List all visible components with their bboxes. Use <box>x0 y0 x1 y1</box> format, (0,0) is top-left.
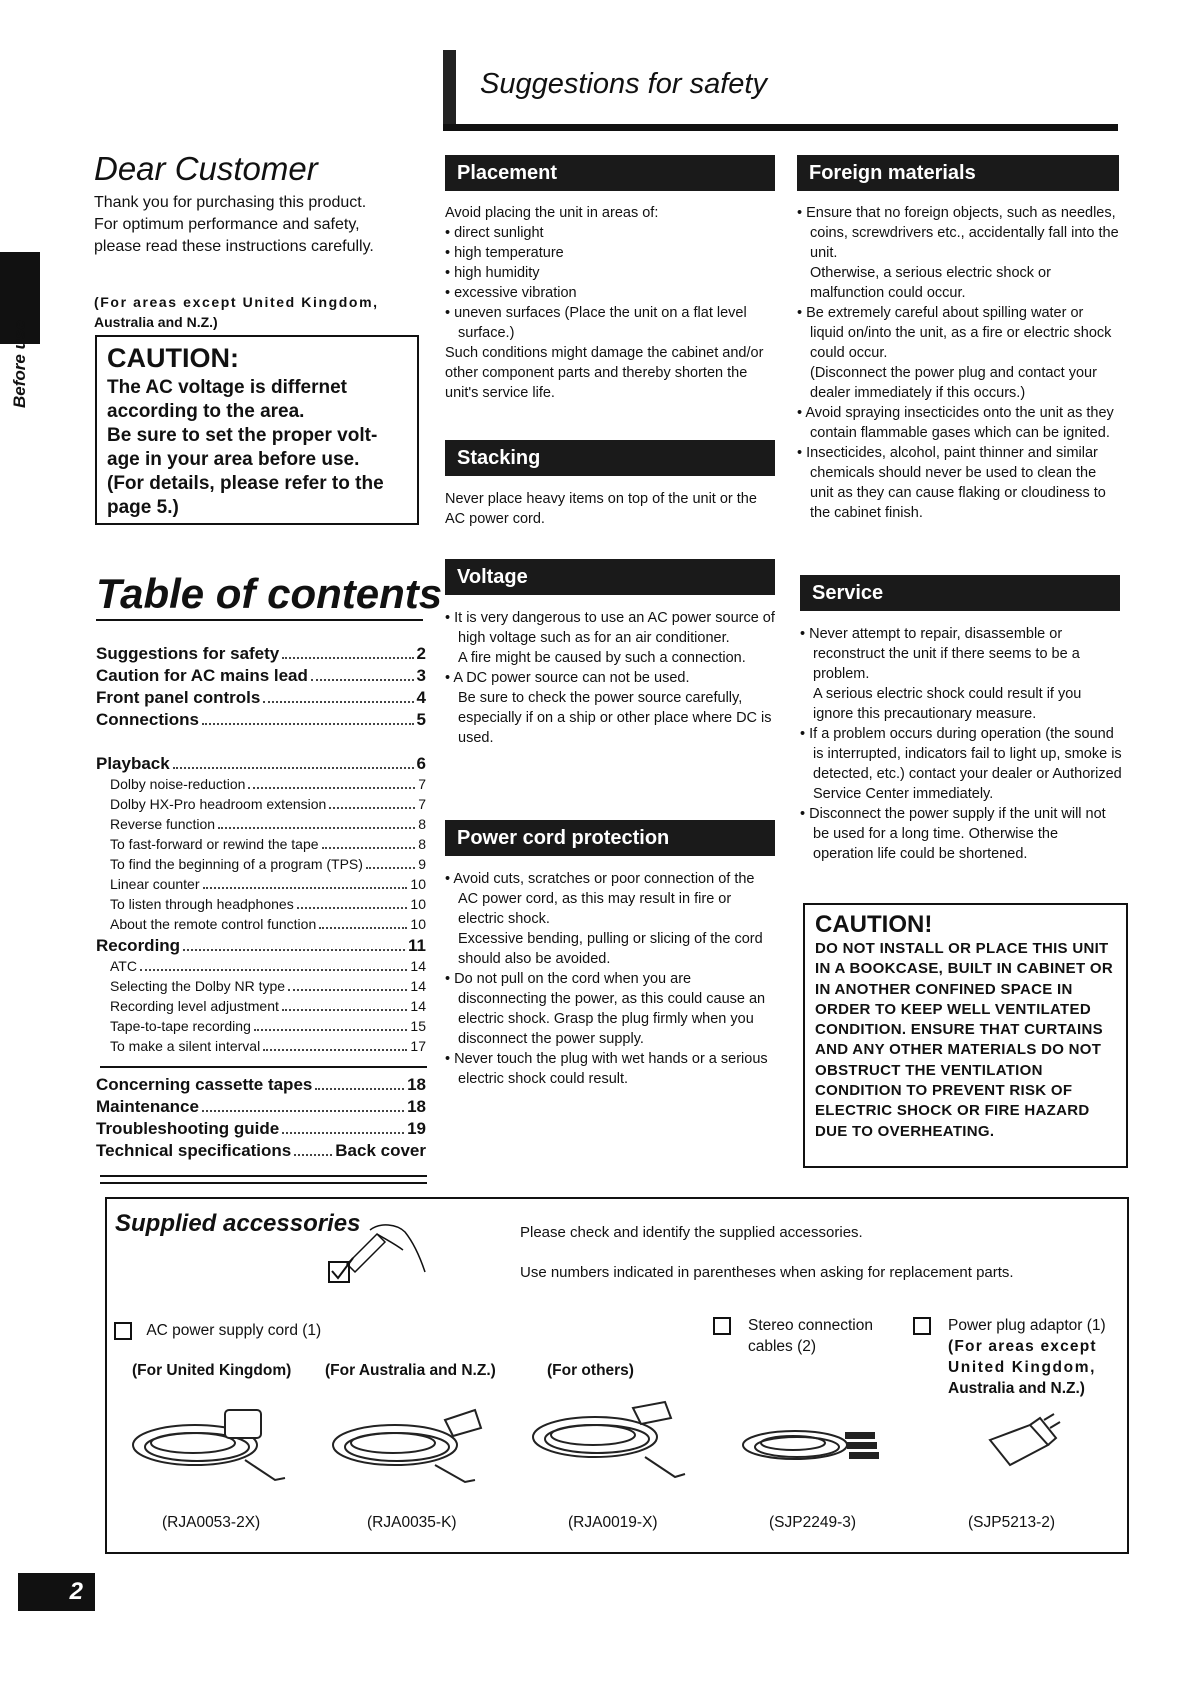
toc-entry-page: 5 <box>416 710 426 729</box>
power-cord-section <box>445 869 775 1089</box>
part-number: (RJA0035-K) <box>367 1514 457 1531</box>
service-heading: Service <box>800 575 1120 611</box>
toc-entry-label: Maintenance <box>96 1097 199 1116</box>
toc-entry-page: 15 <box>410 1018 426 1034</box>
power-cord-bullet: • Never touch the plug with wet hands or a serious electric shock could result. <box>445 1051 768 1087</box>
stereo-cable-icon <box>735 1410 895 1485</box>
toc-entry <box>96 1097 426 1119</box>
adaptor-label: (For areas except <box>948 1338 1097 1355</box>
checkbox[interactable] <box>713 1317 731 1335</box>
toc-entry-page: 14 <box>410 998 426 1014</box>
placement-intro: Avoid placing the unit in areas of: <box>445 205 659 221</box>
toc-leader-dots <box>288 989 407 991</box>
toc-entry-page: 10 <box>410 896 426 912</box>
service-bullet: • Disconnect the power supply if the unit will not be used for a long time. Otherwise the operation life could be shortened. <box>800 806 1106 862</box>
voltage-bullet: • A DC power source can not be used. <box>445 670 690 686</box>
caution-title: CAUTION! <box>815 911 933 938</box>
toc-entry <box>96 896 426 916</box>
toc-divider <box>100 1066 427 1068</box>
toc-entry <box>96 916 426 936</box>
toc-leader-dots <box>297 907 408 909</box>
stereo-cable-item <box>713 1315 893 1357</box>
toc-leader-dots <box>294 1154 332 1156</box>
toc-entry-label: Troubleshooting guide <box>96 1119 280 1138</box>
toc-entry-label: Tape-to-tape recording <box>110 1018 251 1034</box>
toc-entry-page: 4 <box>416 688 426 707</box>
toc-entry <box>96 1119 426 1141</box>
toc-entry-label: Dolby HX-Pro headroom extension <box>110 796 327 812</box>
toc-entry-page: 7 <box>418 776 426 792</box>
toc-entry-label: ATC <box>110 958 137 974</box>
toc-entry-page: 7 <box>418 796 426 812</box>
page-title: Suggestions for safety <box>480 68 767 100</box>
toc-rule <box>96 619 423 621</box>
uk-power-cord-icon <box>125 1400 295 1490</box>
toc-entry-page: 14 <box>410 978 426 994</box>
accessories-note-1: Please check and identify the supplied accessories. <box>520 1224 863 1241</box>
toc-entry <box>96 644 426 666</box>
toc-entry-page: 6 <box>416 754 426 773</box>
toc-leader-dots <box>282 657 413 659</box>
ac-cord-label: AC power supply cord (1) <box>146 1322 322 1339</box>
toc-entry-label: Concerning cassette tapes <box>96 1075 313 1094</box>
placement-bullet: • high humidity <box>445 265 540 281</box>
toc-group-3 <box>96 1075 426 1163</box>
toc-entry-page: 19 <box>407 1119 426 1138</box>
foreign-bullet: • Insecticides, alcohol, paint thinner and similar chemicals should never be used to clean the unit as they can cause flaking or cloudiness to the cabinet finish. <box>797 445 1106 521</box>
toc-entry-page: 9 <box>418 856 426 872</box>
stereo-label: Stereo connection <box>748 1317 873 1334</box>
placement-bullet: • uneven surfaces (Place the unit on a flat level surface.) <box>445 305 747 341</box>
part-number: (RJA0019-X) <box>568 1514 658 1531</box>
toc-entry <box>96 666 426 688</box>
toc-entry-label: To listen through headphones <box>110 896 294 912</box>
toc-leader-dots <box>248 787 415 789</box>
voltage-bullet: • It is very dangerous to use an AC power source of high voltage such as for an air conditioner. <box>445 610 775 646</box>
ac-cord-item <box>114 1320 321 1341</box>
toc-leader-dots <box>319 927 407 929</box>
header-bar <box>443 50 456 130</box>
plug-adaptor-icon <box>970 1410 1080 1485</box>
toc-entry-page: 18 <box>407 1097 426 1116</box>
service-extra: A serious electric shock could result if you ignore this precautionary measure. <box>813 686 1082 722</box>
toc-entry <box>96 1141 426 1163</box>
foreign-materials-heading: Foreign materials <box>797 155 1119 191</box>
toc-entry <box>96 796 426 816</box>
toc-leader-dots <box>140 969 407 971</box>
toc-leader-dots <box>366 867 415 869</box>
adaptor-item <box>913 1315 1123 1399</box>
pen-check-icon <box>325 1222 435 1297</box>
intro-line: Thank you for purchasing this product. <box>94 194 367 211</box>
service-section <box>800 624 1122 864</box>
toc-bottom-rule <box>100 1175 427 1184</box>
toc-entry-page: 2 <box>416 644 426 663</box>
placement-section <box>445 203 775 403</box>
caution-line: Be sure to set the proper volt- <box>107 425 378 446</box>
caution-box-ventilation <box>803 903 1128 1168</box>
toc-leader-dots <box>282 1009 408 1011</box>
toc-entry <box>96 876 426 896</box>
au-power-cord-icon <box>325 1400 495 1490</box>
toc-entry-label: Front panel controls <box>96 688 261 707</box>
toc-entry-page: 3 <box>416 666 426 685</box>
part-number: (SJP5213-2) <box>968 1514 1056 1531</box>
toc-entry <box>96 936 426 958</box>
foreign-bullet: • Be extremely careful about spilling water or liquid on/into the unit, as a fire or electric shock could occur. <box>797 305 1112 361</box>
caution-box-voltage <box>95 335 419 525</box>
toc-group-1 <box>96 644 426 732</box>
toc-entry-label: Suggestions for safety <box>96 644 280 663</box>
toc-leader-dots <box>203 887 408 889</box>
toc-entry-page: 14 <box>410 958 426 974</box>
toc-entry-page: 8 <box>418 836 426 852</box>
foreign-materials-section <box>797 203 1119 523</box>
toc-leader-dots <box>183 949 405 951</box>
toc-leader-dots <box>322 847 416 849</box>
header-rule <box>443 124 1118 131</box>
region-label: (For Australia and N.Z.) <box>325 1362 496 1379</box>
toc-leader-dots <box>202 723 414 725</box>
adaptor-label: United Kingdom, <box>948 1359 1096 1376</box>
service-bullet: • Never attempt to repair, disassemble or reconstruct the unit if there seems to be a problem. <box>800 626 1080 682</box>
toc-entry-page: 10 <box>410 876 426 892</box>
page-number: 2 <box>18 1573 95 1611</box>
region-label: (For others) <box>547 1362 634 1379</box>
toc-entry <box>96 958 426 978</box>
toc-leader-dots <box>282 1132 404 1134</box>
placement-outro: Such conditions might damage the cabinet and/or other component parts and thereby shorten the unit's service life. <box>445 345 764 401</box>
toc-entry-page: 8 <box>418 816 426 832</box>
toc-entry-page: 18 <box>407 1075 426 1094</box>
accessories-note-2: Use numbers indicated in parentheses when asking for replacement parts. <box>520 1264 1014 1281</box>
toc-entry <box>96 978 426 998</box>
toc-entry-label: Selecting the Dolby NR type <box>110 978 286 994</box>
toc-entry-label: To find the beginning of a program (TPS) <box>110 856 363 872</box>
placement-bullet: • direct sunlight <box>445 225 544 241</box>
voltage-extra: A fire might be caused by such a connection. <box>458 650 746 666</box>
toc-entry-page: 11 <box>408 936 426 955</box>
intro-line: For optimum performance and safety, <box>94 216 360 233</box>
toc-entry-label: Caution for AC mains lead <box>96 666 308 685</box>
toc-entry <box>96 710 426 732</box>
toc-leader-dots <box>254 1029 408 1031</box>
toc-entry <box>96 816 426 836</box>
foreign-extra: (Disconnect the power plug and contact your dealer immediately if this occurs.) <box>810 365 1097 401</box>
toc-entry <box>96 836 426 856</box>
region-label: (For United Kingdom) <box>132 1362 292 1379</box>
toc-leader-dots <box>315 1088 404 1090</box>
toc-entry-page: 10 <box>410 916 426 932</box>
voltage-heading: Voltage <box>445 559 775 595</box>
toc-entry-label: Technical specifications <box>96 1141 292 1160</box>
toc-entry-page: 17 <box>410 1038 426 1054</box>
toc-entry-label: To make a silent interval <box>110 1038 261 1054</box>
toc-leader-dots <box>202 1110 404 1112</box>
toc-entry <box>96 1018 426 1038</box>
areas-note <box>94 292 424 332</box>
toc-title: Table of contents <box>96 570 443 617</box>
foreign-bullet: • Avoid spraying insecticides onto the unit as they contain flammable gases which can be ignited. <box>797 405 1114 441</box>
caution-line: according to the area. <box>107 401 305 422</box>
caution-text: DO NOT INSTALL OR PLACE THIS UNIT IN A BOOKCASE, BUILT IN CABINET OR IN ANOTHER CONFINED SPACE IN ORDER TO KEEP WELL VENTILATED CONDITION. ENSURE THAT CURTAINS AND ANY OTHER MATERIALS DO NOT OBSTRUCT THE VENTILATION CONDITION TO PREVENT RISK OF ELECTRIC SHOCK OR FIRE HAZARD DUE TO OVERHEATING. <box>815 940 1113 1140</box>
stacking-text: Never place heavy items on top of the unit or the AC power cord. <box>445 491 757 527</box>
foreign-extra: Otherwise, a serious electric shock or malfunction could occur. <box>810 265 1051 301</box>
adaptor-label: Power plug adaptor (1) <box>948 1317 1106 1334</box>
toc-entry-label: Reverse function <box>110 816 216 832</box>
caution-line: page 5.) <box>107 497 179 518</box>
dear-customer-title: Dear Customer <box>94 150 318 187</box>
toc-entry <box>96 1075 426 1097</box>
areas-line: Australia and N.Z.) <box>94 314 218 330</box>
toc-entry <box>96 776 426 796</box>
power-cord-extra: Excessive bending, pulling or slicing of the cord should also be avoided. <box>458 931 763 967</box>
toc-entry <box>96 688 426 710</box>
caution-line: age in your area before use. <box>107 449 360 470</box>
toc-leader-dots <box>218 827 415 829</box>
other-power-cord-icon <box>525 1392 695 1487</box>
intro-line: please read these instructions carefully. <box>94 238 374 255</box>
toc-leader-dots <box>173 767 414 769</box>
toc-entry-label: To fast-forward or rewind the tape <box>110 836 319 852</box>
stereo-label: cables (2) <box>748 1338 817 1355</box>
toc-entry <box>96 998 426 1018</box>
toc-entry-label: Recording level adjustment <box>110 998 279 1014</box>
toc-entry-page: Back cover <box>335 1141 426 1160</box>
toc-entry-label: Connections <box>96 710 199 729</box>
toc-entry-label: About the remote control function <box>110 916 317 932</box>
toc-entry-label: Linear counter <box>110 876 200 892</box>
power-cord-heading: Power cord protection <box>445 820 775 856</box>
voltage-extra: Be sure to check the power source carefully, especially if on a ship or other place where DC is used. <box>458 690 772 746</box>
intro-text <box>94 192 424 258</box>
toc-leader-dots <box>263 701 413 703</box>
stacking-heading: Stacking <box>445 440 775 476</box>
areas-line: (For areas except United Kingdom, <box>94 294 379 310</box>
caution-line: The AC voltage is differnet <box>107 377 347 398</box>
toc-entry <box>96 1038 426 1058</box>
placement-bullet: • excessive vibration <box>445 285 577 301</box>
service-bullet: • If a problem occurs during operation (the sound is interrupted, indicators fail to light up, smoke is detected, etc.) contact your dealer or Authorized Service Center immediately. <box>800 726 1122 802</box>
power-cord-bullet: • Avoid cuts, scratches or poor connection of the AC power cord, as this may result in fire or electric shock. <box>445 871 755 927</box>
toc-leader-dots <box>329 807 415 809</box>
section-label: Before use <box>10 320 29 408</box>
toc-entry-label: Recording <box>96 936 181 955</box>
caution-line: (For details, please refer to the <box>107 473 384 494</box>
checkbox[interactable] <box>114 1322 132 1340</box>
adaptor-label: Australia and N.Z.) <box>948 1380 1085 1397</box>
voltage-section <box>445 608 775 748</box>
part-number: (SJP2249-3) <box>769 1514 857 1531</box>
placement-heading: Placement <box>445 155 775 191</box>
toc-leader-dots <box>311 679 414 681</box>
toc-entry <box>96 856 426 876</box>
part-number: (RJA0053-2X) <box>162 1514 261 1531</box>
toc-entry-label: Playback <box>96 754 170 773</box>
power-cord-bullet: • Do not pull on the cord when you are disconnecting the power, as this could cause an electric shock. Grasp the plug firmly when you disconnect the power supply. <box>445 971 766 1047</box>
toc-entry <box>96 754 426 776</box>
toc-entry-label: Dolby noise-reduction <box>110 776 246 792</box>
placement-bullet: • high temperature <box>445 245 564 261</box>
checkbox[interactable] <box>913 1317 931 1335</box>
toc-group-2 <box>96 754 426 1058</box>
caution-title: CAUTION: <box>107 343 239 373</box>
foreign-bullet: • Ensure that no foreign objects, such as needles, coins, screwdrivers etc., accidentally fall into the unit. <box>797 205 1119 261</box>
accessories-title: Supplied accessories <box>115 1210 361 1237</box>
toc-leader-dots <box>263 1049 407 1051</box>
